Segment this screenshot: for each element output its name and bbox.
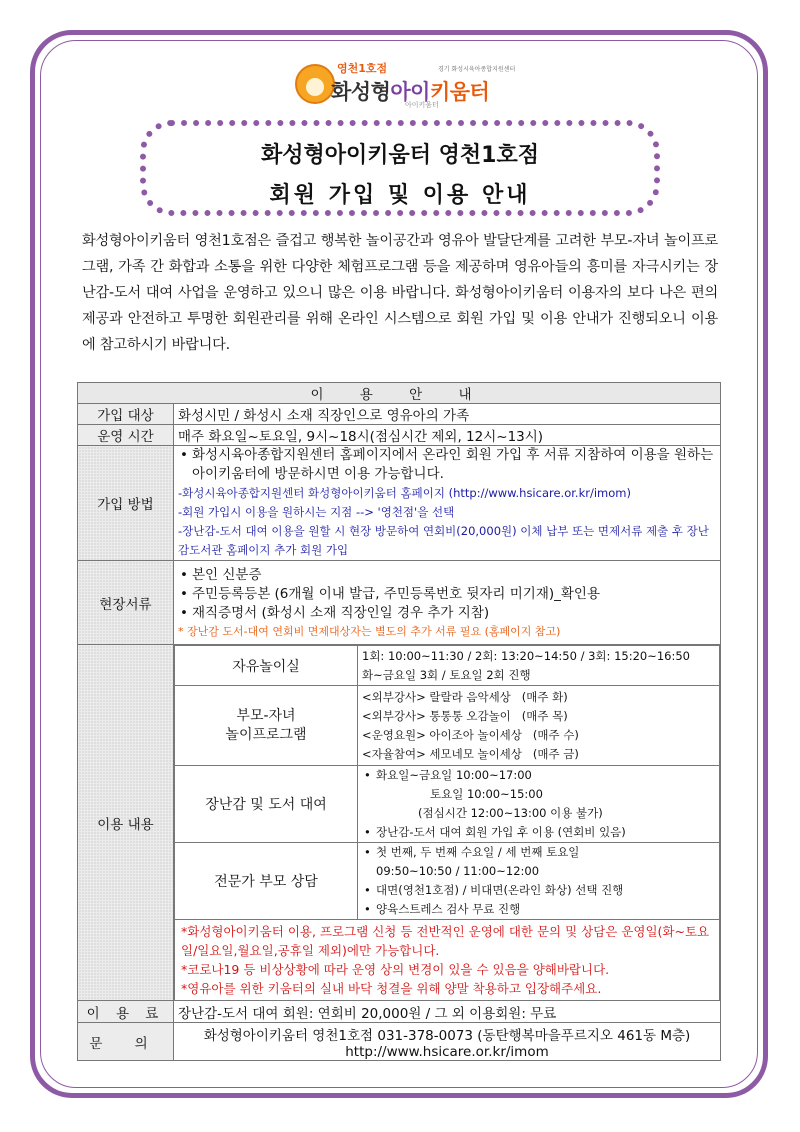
fee-label: 이 용 료 <box>78 1001 174 1023</box>
program-label <box>175 686 358 766</box>
join-note-3: -장난감-도서 대여 이용을 원할 시 현장 방문하여 연회비(20,000원) 이체 납부 또는 면제서류 제출 후 장난감도서관 홈페이지 추가 회원 가입 <box>178 524 709 557</box>
toy-line2: 토요일 10:00~15:00 <box>430 787 543 801</box>
usage-notices <box>175 920 720 1001</box>
program-tag: <외부강사> <box>362 689 426 704</box>
contact-cell <box>174 1023 721 1061</box>
program-day: (매주 목) <box>521 708 568 723</box>
join-bullet: • 화성시육아종합지원센터 홈페이지에서 온라인 회원 가입 후 서류 지참하여 이용을 원하는 아이키움터에 방문하시면 이용 가능합니다. <box>178 446 716 484</box>
docs-list <box>178 566 716 623</box>
info-table <box>77 382 721 1061</box>
program-day: (매주 화) <box>521 689 568 704</box>
toy-label: 장난감 및 도서 대여 <box>175 766 358 843</box>
consult-list <box>362 843 715 862</box>
program-label-line2: 놀이프로그램 <box>225 726 307 743</box>
consult-list-2 <box>362 881 715 919</box>
docs-cell <box>174 561 721 645</box>
consult-label: 전문가 부모 상담 <box>175 843 358 920</box>
program-label-line1: 부모-자녀 <box>236 707 296 724</box>
docs-note: * 장난감 도서-대여 연회비 면제대상자는 별도의 추가 서류 필요 (홈페이지 참고) <box>178 625 561 638</box>
usage-notice-3: *영유아를 위한 키움터의 실내 바닥 청결을 위해 양말 착용하고 입장해주세요. <box>181 981 602 996</box>
join-label: 가입 방법 <box>78 446 174 561</box>
program-row <box>362 726 715 745</box>
free-play-label: 자유놀이실 <box>175 646 358 686</box>
logo <box>295 56 516 114</box>
docs-label: 현장서류 <box>78 561 174 645</box>
program-row <box>362 707 715 726</box>
toy-list-2 <box>362 823 715 842</box>
join-note-1: -화성시육아종합지원센터 화성형아이키움터 홈페이지 (http://www.hsicare.or.kr/imom) <box>178 486 631 500</box>
fee-value: 장난감-도서 대여 회원: 연회비 20,000원 / 그 외 이용회원: 무료 <box>174 1001 721 1023</box>
toy-list <box>362 766 715 785</box>
program-list <box>358 686 720 766</box>
toy-line1: • 화요일~금요일 10:00~17:00 <box>362 766 715 785</box>
logo-name-part3: 키움터 <box>429 80 490 104</box>
program-day: (매주 금) <box>532 746 579 761</box>
program-tag: <운영요원> <box>362 727 426 742</box>
toy-line4: • 장난감-도서 대여 회원 가입 후 이용 (연회비 있음) <box>362 823 715 842</box>
usage-notice-2: *코로나19 등 비상상황에 따라 운영 상의 변경이 있을 수 있음을 양해바랍니다. <box>181 962 610 977</box>
program-name: 랄랄라 음악세상 <box>429 689 511 704</box>
target-value: 화성시민 / 화성시 소재 직장인으로 영유아의 가족 <box>174 404 721 425</box>
join-list <box>178 446 716 484</box>
program-tag: <자율참여> <box>362 746 426 761</box>
usage-subtable <box>174 645 720 1000</box>
logo-org: 경기 화성시육아종합지원센터 <box>438 66 516 73</box>
logo-branch: 영천1호점 <box>337 62 388 75</box>
docs-item: • 주민등록등본 (6개월 이내 발급, 주민등록번호 뒷자리 미기재)_확인용 <box>178 585 716 604</box>
logo-sub: 아이키움터 <box>405 101 439 109</box>
contact-url[interactable]: http://www.hsicare.or.kr/imom <box>345 1043 549 1060</box>
target-label: 가입 대상 <box>78 404 174 425</box>
consult-line2: 09:50~10:50 / 11:00~12:00 <box>376 864 540 878</box>
join-note-2: -회원 가입시 이용을 원하시는 지점 --> '영천점'을 선택 <box>178 505 455 519</box>
consult-line1: • 첫 번째, 두 번째 수요일 / 세 번째 토요일 <box>362 843 715 862</box>
contact-label: 문 의 <box>78 1023 174 1061</box>
docs-item: • 본인 신분증 <box>178 566 716 585</box>
page-subtitle: 회원 가입 및 이용 안내 <box>269 183 531 208</box>
program-row <box>362 688 715 707</box>
consult-info <box>358 843 720 920</box>
title-box <box>140 120 660 216</box>
free-play-info <box>358 646 720 686</box>
consult-line4: • 양육스트레스 검사 무료 진행 <box>362 900 715 919</box>
hours-label: 운영 시간 <box>78 425 174 446</box>
table-header: 이 용 안 내 <box>78 383 721 404</box>
usage-label: 이용 내용 <box>78 645 174 1001</box>
program-tag: <외부강사> <box>362 708 426 723</box>
toy-info <box>358 766 720 843</box>
docs-item: • 재직증명서 (화성시 소재 직장인일 경우 추가 지참) <box>178 604 716 623</box>
logo-name-part1: 화성형 <box>331 80 391 104</box>
program-name: 통통통 오감놀이 <box>429 708 511 723</box>
free-play-line1: 1회: 10:00~11:30 / 2회: 13:20~14:50 / 3회: 15:20~16:50 <box>362 648 690 663</box>
consult-line3: • 대면(영천1호점) / 비대면(온라인 화상) 선택 진행 <box>362 881 715 900</box>
free-play-line2: 화~금요일 3회 / 토요일 2회 진행 <box>362 667 531 682</box>
usage-cell <box>174 645 721 1001</box>
logo-name-part2: 아이 <box>390 80 430 104</box>
hours-value: 매주 화요일~토요일, 9시~18시(점심시간 제외, 12시~13시) <box>174 425 721 446</box>
contact-line1: 화성형아이키움터 영천1호점 031-378-0073 (동탄행복마을푸르지오 461동 M층) <box>203 1027 691 1044</box>
usage-notice-1: *화성형아이키움터 이용, 프로그램 신청 등 전반적인 운영에 대한 문의 및 상담은 운영일(화~토요일/일요일,월요일,공휴일 제외)에만 가능합니다. <box>181 924 710 958</box>
page-title: 화성형아이키움터 영천1호점 <box>261 143 539 168</box>
program-name: 세모네모 놀이세상 <box>429 746 522 761</box>
program-row <box>362 745 715 764</box>
program-day: (매주 수) <box>532 727 579 742</box>
intro-paragraph: 화성형아이키움터 영천1호점은 즐겁고 행복한 놀이공간과 영유아 발달단계를 고려한 부모-자녀 놀이프로그램, 가족 간 화합과 소통을 위한 다양한 체험프로그램 등을 제공하며 영유아들의 흥미를 자극시키는 장난감-도서 대여 사업을 운영하고 있으니 많은 이용 바랍니다. 화성형아이키움터 이용자의 보다 나은 편의 제공과 안전하고 투명한 회원관리를 위해 온라인 시스템으로 회원 가입 및 이용 안내가 진행되오니 이용에 참고하시기 바랍니다. <box>82 233 718 353</box>
toy-line3: (점심시간 12:00~13:00 이용 불가) <box>418 806 603 820</box>
program-name: 아이조아 놀이세상 <box>429 727 522 742</box>
logo-emblem-icon <box>295 64 335 104</box>
join-cell <box>174 446 721 561</box>
